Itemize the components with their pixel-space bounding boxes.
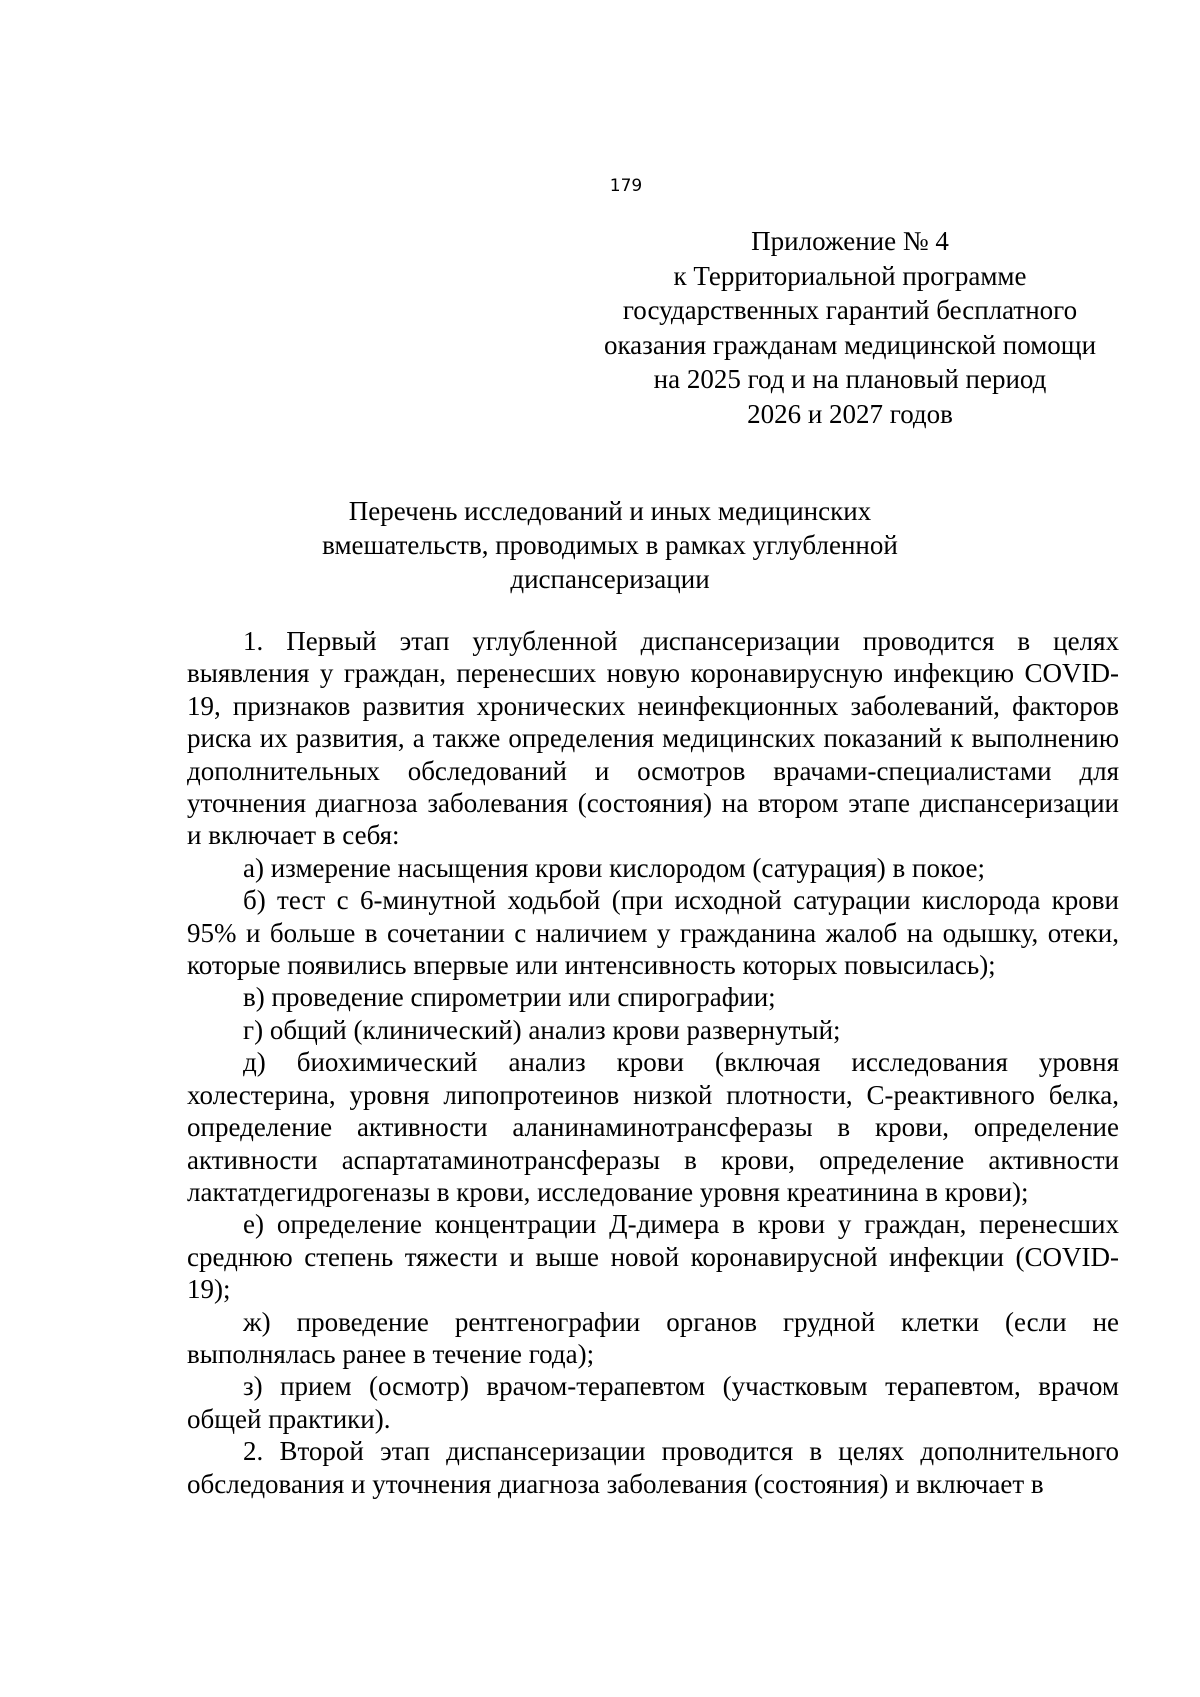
list-item-a: а) измерение насыщения крови кислородом (сатурация) в покое; [243,852,985,883]
list-item-d: д) биохимический анализ крови (включая исследования уровня холестерина, уровня липопротеинов низкой плотности, С-реактивного белка, определение активности аланинаминотрансферазы в крови, определение активности аспартатаминотрансферазы в крови, определение активности лактатдегидрогеназы в крови, исследование уровня креатинина в крови); [187,1047,1119,1207]
list-item-g: г) общий (клинический) анализ крови развернутый; [243,1014,841,1045]
document-title [250,494,970,596]
appendix-line: государственных гарантий бесплатного [622,295,1078,325]
list-item-zh: ж) проведение рентгенографии органов грудной клетки (если не выполнялась ранее в течение года); [187,1306,1119,1369]
appendix-line: оказания гражданам медицинской помощи [603,329,1097,360]
appendix-header [590,224,1110,431]
title-line: вмешательств, проводимых в рамках углубленной [322,530,898,560]
appendix-line: на 2025 год и на плановый период [653,364,1047,394]
appendix-line: 2026 и 2027 годов [747,398,953,429]
appendix-line: Приложение № 4 [751,226,949,256]
page-number: 179 [609,176,643,196]
list-item-v: в) проведение спирометрии или спирографии; [243,982,776,1013]
paragraph-stage-2: 2. Второй этап диспансеризации проводится в целях дополнительного обследования и уточнения диагноза заболевания (состояния) и включает в [187,1436,1119,1499]
paragraph-stage-1: 1. Первый этап углубленной диспансеризации проводится в целях выявления у граждан, перенесших новую коронавирусную инфекцию COVID-19, признаков развития хронических неинфекционных заболеваний, факторов риска их развития, а также определения медицинских показаний к выполнению дополнительных обследований и осмотров врачами-специалистами для уточнения диагноза заболевания (состояния) на втором этапе диспансеризации и включает в себя: [187,626,1119,851]
document-body [187,625,1119,1500]
list-item-b: б) тест с 6-минутной ходьбой (при исходной сатурации кислорода крови 95% и больше в сочетании с наличием у гражданина жалоб на одышку, отеки, которые появились впервые или интенсивность которых повысилась); [187,885,1119,981]
title-line: диспансеризации [510,564,710,594]
appendix-line: к Территориальной программе [673,260,1027,291]
list-item-z: з) прием (осмотр) врачом-терапевтом (участковым терапевтом, врачом общей практики). [187,1371,1119,1434]
list-item-e: е) определение концентрации Д-димера в крови у граждан, перенесших среднюю степень тяжести и выше новой коронавирусной инфекции (COVID-19); [187,1209,1119,1305]
title-line: Перечень исследований и иных медицинских [348,496,872,526]
